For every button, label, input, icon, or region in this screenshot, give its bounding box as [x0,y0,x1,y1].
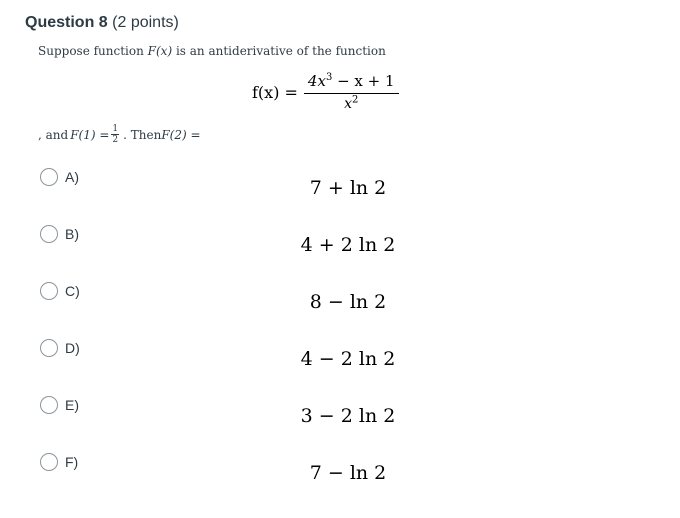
numerator-rest: − x + 1 [332,72,395,90]
condition-fraction-num: 1 [112,124,119,134]
radio-button-d[interactable] [40,339,58,357]
radio-button-a[interactable] [40,168,58,186]
formula-lhs: f(x) = [252,82,298,102]
option-label-d[interactable]: D) [65,340,80,356]
option-value-b: 4 + 2 ln 2 [300,234,396,256]
answer-option-a[interactable] [0,168,680,208]
question-header [25,12,179,34]
option-label-f[interactable]: F) [65,454,79,470]
option-label-a[interactable]: A) [65,169,79,185]
formula-numerator [304,72,399,94]
answer-option-b[interactable] [0,225,680,265]
question-points: (2 points) [112,14,179,31]
prompt-text: Suppose function [38,44,148,58]
answer-option-f[interactable] [0,453,680,493]
answer-option-e[interactable] [0,396,680,436]
function-formula [252,70,399,114]
numerator-term: 4x [307,72,326,90]
condition-ask: F(2) = [161,127,201,142]
answer-option-c[interactable] [0,282,680,322]
denominator-exponent: 2 [351,94,359,106]
radio-button-e[interactable] [40,396,58,414]
option-value-f: 7 − ln 2 [309,462,387,484]
formula-fraction [304,72,399,112]
option-label-c[interactable]: C) [65,283,80,299]
question-prompt [38,44,386,58]
condition-post: . Then [123,127,162,142]
question-condition [38,124,201,145]
denominator-base: x [344,96,352,112]
option-value-a: 7 + ln 2 [309,177,387,199]
option-value-c: 8 − ln 2 [309,291,387,313]
question-title: Question 8 [25,14,108,31]
radio-button-f[interactable] [40,453,58,471]
prompt-text-rest: is an antiderivative of the function [172,44,386,58]
numerator-exponent: 3 [325,72,333,83]
option-label-b[interactable]: B) [65,226,79,242]
answer-option-d[interactable] [0,339,680,379]
radio-button-b[interactable] [40,225,58,243]
condition-prefix: , and [38,127,69,142]
option-value-d: 4 − 2 ln 2 [300,348,396,370]
formula-denominator [344,94,358,112]
radio-button-c[interactable] [40,282,58,300]
option-value-e: 3 − 2 ln 2 [300,405,396,427]
condition-fraction-den: 2 [112,135,119,145]
option-label-e[interactable]: E) [65,397,79,413]
condition-function: F(1) = [70,127,110,142]
prompt-function: F(x) [147,44,173,58]
condition-fraction [111,124,119,145]
